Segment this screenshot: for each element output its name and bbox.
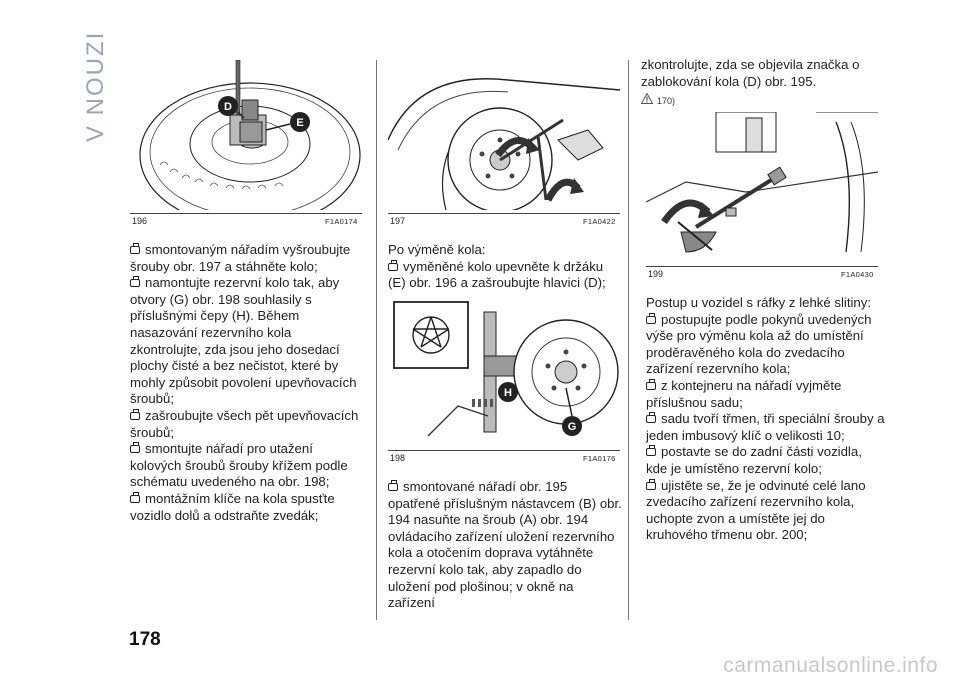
figure-number: 199 <box>648 269 664 279</box>
section-title: V NOUZI <box>82 30 109 142</box>
figure-number: 197 <box>390 216 406 226</box>
figure-code: F1A0422 <box>583 217 616 226</box>
column-3-text-bottom <box>646 295 886 544</box>
figure-code: F1A0430 <box>841 270 874 279</box>
label-d: D <box>224 101 232 113</box>
column-divider <box>376 60 377 620</box>
step-icon <box>388 263 398 271</box>
column-3-text-top <box>641 57 881 110</box>
step: vyměněné kolo upevněte k držáku (E) obr. 196 a zašroubujte hlavici (D); <box>388 258 606 291</box>
label-g: G <box>567 421 577 433</box>
page-number: 178 <box>129 629 161 650</box>
step: zašroubujte všech pět upevňovacích šroubů; <box>130 407 359 440</box>
column-2-text-bottom <box>388 479 622 612</box>
figure-code: F1A0174 <box>325 217 358 226</box>
label-e: E <box>296 117 304 129</box>
step-icon <box>646 448 656 456</box>
step: postupujte podle pokynů uvedených výše pro výměnu kola až do umístění proděravěného kola do zvedacího zařízení rezervního kola; <box>646 311 872 377</box>
figure-197-unscrewing-wheel <box>388 60 620 210</box>
figure-rule <box>130 213 362 214</box>
figure-rule <box>388 450 620 451</box>
watermark: carmanualsonline.info <box>723 654 938 677</box>
step: smontovaným nářadím vyšroubujte šrouby obr. 197 a stáhněte kolo; <box>130 242 351 274</box>
section-heading: Po výměně kola: <box>388 242 486 257</box>
figure-rule <box>388 213 620 214</box>
warning-reference: 170) <box>641 92 881 110</box>
step-icon <box>646 415 656 423</box>
step-icon <box>646 316 656 324</box>
figure-code: F1A0176 <box>583 454 616 463</box>
figure-198-mounting-wheel <box>388 296 620 446</box>
step-icon <box>646 482 656 490</box>
paragraph: zkontrolujte, zda se objevila značka o zablokování kola (D) obr. 195. <box>641 57 860 89</box>
step-icon <box>388 483 398 491</box>
step: sadu tvoří třmen, tři speciální šrouby a jeden imbusový klíč o velikosti 10; <box>646 411 885 443</box>
step: smontované nářadí obr. 195 opatřené příslušným nástavcem (B) obr. 194 nasuňte na šroub (A) obr. 194 ovládacího zařízení uložení rezervního kola a otočením doprava vytáhněte rezervní kolo tak, aby zapadlo do uložení pod plošinou; v okně na zařízení <box>388 479 622 611</box>
step: smontujte nářadí pro utažení kolových šroubů šrouby křížem podle schématu uvedeného na obr. 198; <box>130 441 348 490</box>
section-heading: Postup u vozidel s ráfky z lehké slitiny: <box>646 295 872 310</box>
step-icon <box>130 246 140 254</box>
step-icon <box>130 412 140 420</box>
step: z kontejneru na nářadí vyjměte příslušnou sadu; <box>646 377 842 410</box>
step-icon <box>130 279 140 287</box>
step-icon <box>646 382 656 390</box>
label-h: H <box>504 387 512 399</box>
step: montážním klíče na kola spusťte vozidlo dolů a odstraňte zvedák; <box>130 490 335 523</box>
figure-number: 198 <box>390 453 406 463</box>
figure-199-spare-wheel-lowering <box>646 112 878 262</box>
figure-number: 196 <box>132 216 148 226</box>
step-icon <box>130 445 140 453</box>
step: namontujte rezervní kolo tak, aby otvory (G) obr. 198 souhlasily s příslušnými čepy (H). Během nasazování rezervního kola zkontrolujte, zda jsou jeho dosedací plochy čisté a bez nečistot, které by mohly způsobit povolení upevňovacích šroubů; <box>130 275 357 407</box>
column-divider <box>628 60 629 620</box>
column-2-text-top <box>388 242 622 292</box>
figure-196-spare-wheel <box>130 60 362 210</box>
step-icon <box>130 495 140 503</box>
column-1-text <box>130 242 366 524</box>
figure-rule <box>646 266 878 267</box>
step: postavte se do zadní části vozidla, kde je umístěno rezervní kolo; <box>646 444 862 476</box>
warning-icon <box>641 93 653 104</box>
step: ujistěte se, že je odvinuté celé lano zvedacího zařízení rezervního kola, uchopte zvon a umístěte jej do kruhového třmenu obr. 200; <box>646 477 866 543</box>
